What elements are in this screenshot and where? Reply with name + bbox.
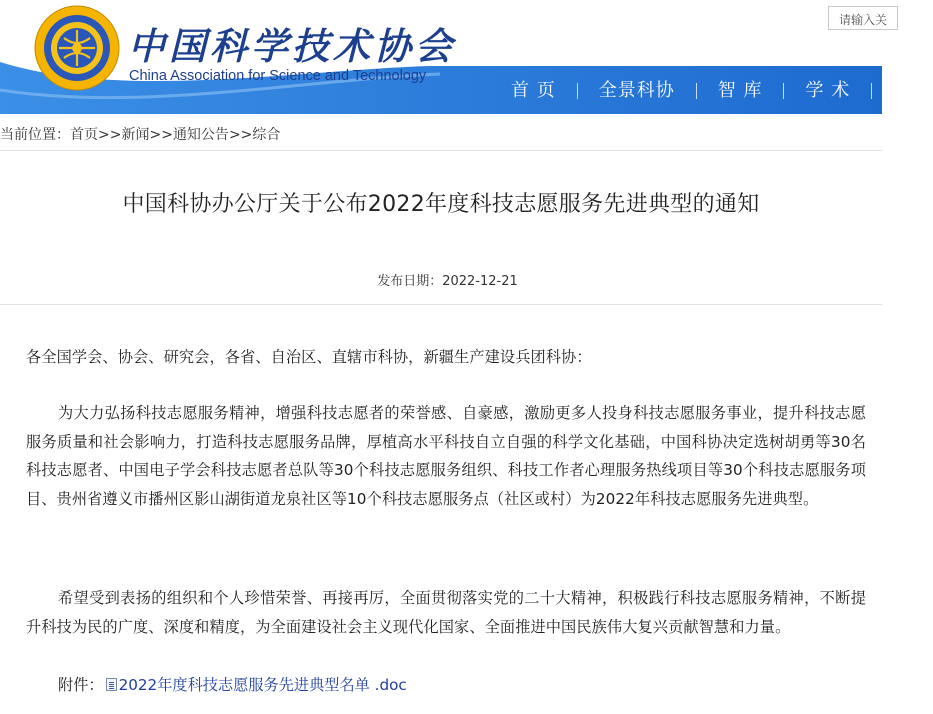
breadcrumb-home[interactable]: 首页 xyxy=(70,127,98,143)
document-icon xyxy=(106,678,117,691)
nav-panorama[interactable]: 全景科协 xyxy=(598,80,675,101)
breadcrumb-separator: >> xyxy=(228,127,253,143)
nav-home[interactable]: 首 页 xyxy=(511,80,556,101)
article-salutation: 各全国学会、协会、研究会，各省、自治区、直辖市科协，新疆生产建设兵团科协： xyxy=(26,348,592,366)
nav-think-tank[interactable]: 智 库 xyxy=(717,80,763,101)
logo-english-name[interactable]: China Association for Science and Technology xyxy=(129,68,427,84)
breadcrumb-separator: >> xyxy=(149,127,173,143)
article-paragraph: 为大力弘扬科技志愿服务精神，增强科技志愿者的荣誉感、自豪感，激励更多人投身科技志愿服务事业，提升科技志愿服务质量和社会影响力，打造科技志愿服务品牌，厚植高水平科技自立自强的科学文化基础，中国科协决定选树胡勇等30名科技志愿者、中国电子学会科技志愿者总队等30个科技志愿服务组织、科技工作者心理服务热线项目等30个科技志愿服务项目、贵州省遵义市播州区影山湖街道龙泉社区等10个科技志愿服务点（社区或村）为2022年科技志愿服务先进典型。 xyxy=(26,404,866,508)
breadcrumb-divider xyxy=(0,150,882,151)
main-nav xyxy=(490,67,933,114)
breadcrumb-prefix: 当前位置： xyxy=(0,127,70,143)
attachment-link[interactable]: 2022年度科技志愿服务先进典型名单 .doc xyxy=(118,676,407,694)
breadcrumb-notices[interactable]: 通知公告 xyxy=(172,127,229,143)
breadcrumb-separator: >> xyxy=(98,127,122,143)
publish-date-label: 发布日期： xyxy=(377,274,443,289)
logo-chinese-name[interactable]: 中国科学技术协会 xyxy=(128,24,456,68)
search-input[interactable]: 请输入关 xyxy=(828,6,898,30)
cast-emblem-icon[interactable] xyxy=(34,5,120,91)
attachment-label: 附件： xyxy=(58,676,104,694)
breadcrumb-news[interactable]: 新闻 xyxy=(121,127,150,143)
nav-academic[interactable]: 学 术 xyxy=(805,80,851,101)
breadcrumb xyxy=(0,124,280,144)
nav-more[interactable]: 科 xyxy=(893,80,913,101)
breadcrumb-general[interactable]: 综合 xyxy=(252,127,281,143)
article-title: 中国科协办公厅关于公布2022年度科技志愿服务先进典型的通知 xyxy=(122,192,760,217)
attachment xyxy=(58,674,407,695)
title-divider xyxy=(0,304,882,305)
publish-date-value: 2022-12-21 xyxy=(442,274,518,289)
publish-date xyxy=(0,270,895,289)
site-header xyxy=(0,0,913,114)
article-paragraph: 希望受到表扬的组织和个人珍惜荣誉、再接再厉，全面贯彻落实党的二十大精神，积极践行科技志愿服务精神，不断提升科技为民的广度、深度和精度，为全面建设社会主义现代化国家、全面推进中国民族伟大复兴贡献智慧和力量。 xyxy=(26,589,866,636)
